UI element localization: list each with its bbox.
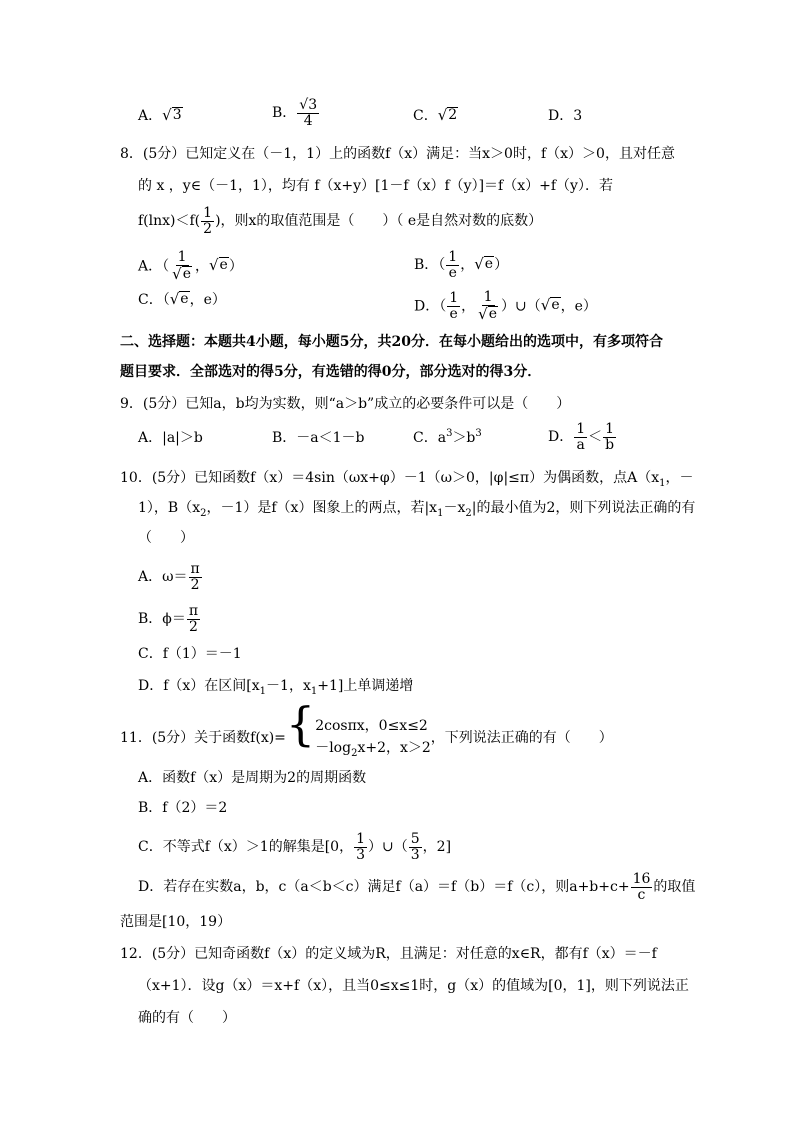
q11-option-a: A．函数f（x）是周期为2的周期函数 bbox=[138, 770, 367, 786]
q11-option-d-line2: 范围是[10，19） bbox=[120, 914, 232, 930]
q10-option-d: D．f（x）在区间[$x_1-1$，$x_1+1$]上单调递增 bbox=[138, 678, 414, 697]
q9-option-a: A．|a|＞b bbox=[138, 430, 203, 446]
q8-stem-line3: f(lnx)＜f( $\frac{1}{2}$ )，则x的取值范围是（ ）（ e是自然对数的底数） bbox=[138, 205, 543, 237]
q7-option-c: C． √ 2 bbox=[413, 106, 458, 124]
q10-stem-line3: （ ） bbox=[138, 530, 194, 546]
q9-option-d: D． $\frac{1}{a}$ ＜ $\frac{1}{b}$ bbox=[548, 421, 615, 453]
q10-option-b: B．ϕ＝ $\frac{\pi}{2}$ bbox=[138, 603, 199, 635]
q8-stem-line1: 8．(5分）已知定义在（－1，1）上的函数f（x）满足：当x＞0时，f（x）＞0，且对任意 bbox=[120, 146, 675, 162]
q10-option-c: C．f（1）＝－1 bbox=[138, 646, 242, 662]
section2-heading-line1: 二、选择题：本题共4小题，每小题5分，共20分．在每小题给出的选项中，有多项符合 bbox=[120, 334, 663, 350]
q8-stem-line2: 的 x ，y∈（－1，1），均有 f（x+y）[1－f（x）f（y）]＝f（x）+f（y）．若 bbox=[138, 178, 613, 194]
q9-stem: 9．(5分）已知a，b均为实数，则“a＞b”成立的必要条件可以是（ ） bbox=[120, 396, 571, 412]
q12-stem-line1: 12．(5分）已知奇函数f（x）的定义域为R，且满足：对任意的x∈R，都有f（x）＝－f bbox=[120, 946, 657, 962]
q11-stem: 11．(5分）关于函数f(x)={2cosπx，0≤x≤2 $-\log_2x+2$，x＞2，下列说法正确的有（ ） bbox=[120, 697, 613, 759]
q8-option-b: B．（ $\frac{1}{e}$ ， √ e ） bbox=[414, 249, 509, 281]
q9-option-c: C．$a^3>b^3$ bbox=[413, 428, 482, 446]
q7-option-d: D．3 bbox=[548, 108, 583, 124]
q10-stem-line1: 10．(5分）已知函数f（x）＝4sin（ωx+φ）－1（ω＞0，|φ|≤π）为偶函数，点$A(x_1$，－ bbox=[120, 470, 694, 489]
q11-case1: 2cosπx，0≤x≤2 bbox=[315, 718, 428, 734]
q11-case2: $-\log_2x+2$，x＞2 bbox=[315, 740, 431, 759]
q11-option-b: B．f（2）＝2 bbox=[138, 800, 228, 816]
q10-stem-line2: 1），$B(x_2$，－1）是f（x）图象上的两点，若$|x_1-x_2|$的最小值为2，则下列说法正确的有 bbox=[138, 500, 696, 519]
q8-option-a: A．（ 1 √ e ， √ e ） bbox=[138, 249, 243, 284]
q12-stem-line3: 确的有（ ） bbox=[138, 1010, 236, 1026]
q9-option-b: B．－a＜1－b bbox=[272, 430, 365, 446]
section2-heading-line2: 题目要求．全部选对的得5分，有选错的得0分，部分选对的得3分． bbox=[120, 364, 542, 380]
q8-option-d: D．（ $\frac{1}{e}$ ， 1 √ e ）∪（ √ e ，e） bbox=[414, 289, 597, 324]
q12-stem-line2: （x+1）．设g（x）＝x+f（x），且当0≤x≤1时，g（x）的值域为[0，1]，则下列说法正 bbox=[138, 978, 689, 994]
q7-option-b: B． $\frac{√3}{4}$ bbox=[272, 97, 318, 129]
q8-option-c: C．（ √ e ，e） bbox=[138, 290, 226, 308]
q7-option-a: A． √ 3 bbox=[138, 106, 182, 124]
q10-option-a: A．ω＝ $\frac{\pi}{2}$ bbox=[138, 561, 200, 593]
q11-option-c: C．不等式f（x）＞1的解集是[0， $\frac{1}{3}$ ）∪（ $\frac{5}{3}$ ，2] bbox=[138, 831, 452, 863]
q11-option-d: D．若存在实数a，b，c（a＜b＜c）满足f（a）＝f（b）＝f（c），则a+b+c+ $\frac{16}{c}$ 的取值 bbox=[138, 871, 696, 903]
